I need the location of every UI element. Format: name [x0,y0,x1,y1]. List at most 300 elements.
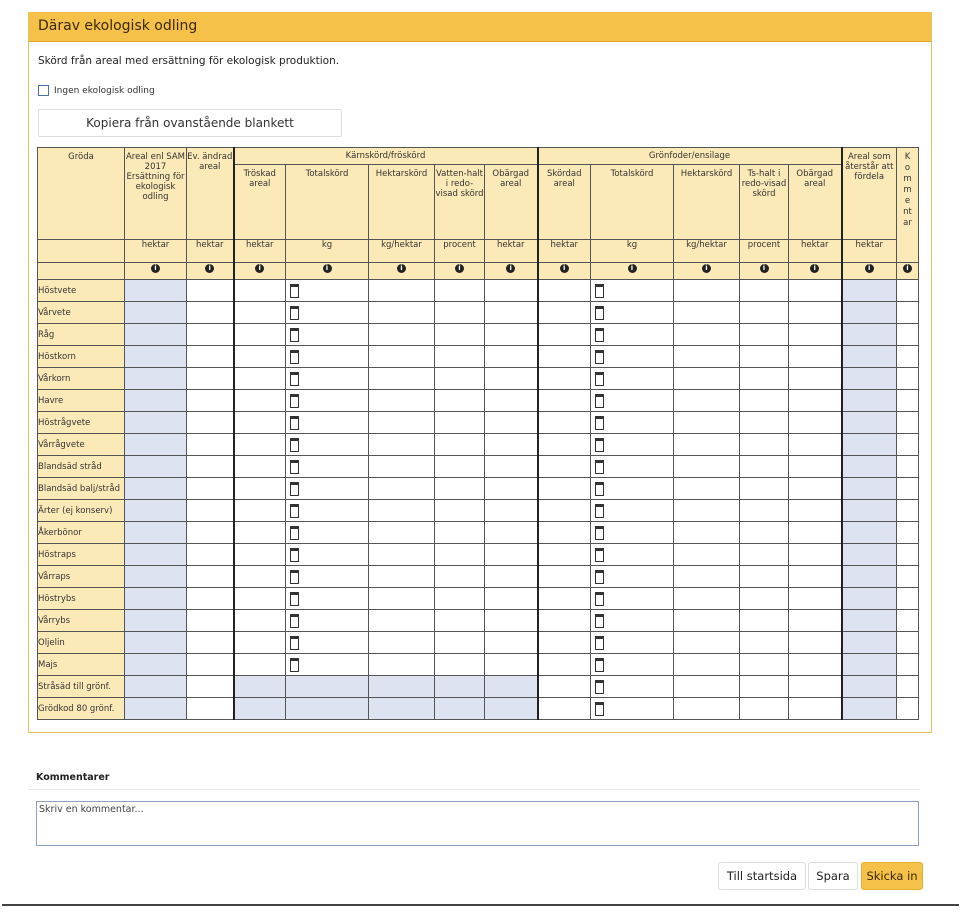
input-cell[interactable] [369,346,435,368]
input-cell[interactable] [234,500,286,522]
input-cell[interactable] [435,588,485,610]
input-cell[interactable] [538,654,591,676]
calculator-icon[interactable] [595,548,604,562]
input-cell[interactable] [485,522,538,544]
input-cell[interactable] [897,588,919,610]
calculator-icon[interactable] [290,306,299,320]
input-cell[interactable] [789,698,842,720]
input-cell[interactable] [187,610,234,632]
input-cell[interactable] [591,280,674,302]
input-cell[interactable] [674,390,740,412]
info-icon[interactable]: i [760,264,769,273]
input-cell[interactable] [187,676,234,698]
input-cell[interactable] [897,302,919,324]
input-cell[interactable] [789,500,842,522]
input-cell[interactable] [789,434,842,456]
calculator-icon[interactable] [290,614,299,628]
input-cell[interactable] [187,632,234,654]
calculator-icon[interactable] [595,284,604,298]
input-cell[interactable] [234,390,286,412]
input-cell[interactable] [369,478,435,500]
calculator-icon[interactable] [290,482,299,496]
input-cell[interactable] [286,302,369,324]
input-cell[interactable] [234,522,286,544]
calculator-icon[interactable] [595,526,604,540]
input-cell[interactable] [789,632,842,654]
locked-cell [842,698,897,720]
input-cell[interactable] [187,478,234,500]
calculator-icon[interactable] [290,658,299,672]
input-cell[interactable] [740,368,789,390]
input-cell[interactable] [897,566,919,588]
input-cell[interactable] [591,478,674,500]
info-icon[interactable]: i [255,264,264,273]
input-cell[interactable] [187,280,234,302]
input-cell[interactable] [591,566,674,588]
input-cell[interactable] [740,302,789,324]
info-icon[interactable]: i [810,264,819,273]
input-cell[interactable] [789,390,842,412]
input-cell[interactable] [485,478,538,500]
info-icon[interactable]: i [560,264,569,273]
info-icon[interactable]: i [323,264,332,273]
col-kommentar: Kommentar [897,148,919,263]
input-cell[interactable] [435,412,485,434]
input-cell[interactable] [591,610,674,632]
calculator-icon[interactable] [595,482,604,496]
input-cell[interactable] [286,280,369,302]
calculator-icon[interactable] [595,504,604,518]
input-cell[interactable] [234,632,286,654]
input-cell[interactable] [538,588,591,610]
input-cell[interactable] [369,588,435,610]
info-icon[interactable]: i [151,264,160,273]
input-cell[interactable] [234,544,286,566]
input-cell[interactable] [187,654,234,676]
input-cell[interactable] [591,676,674,698]
input-cell[interactable] [674,434,740,456]
input-cell[interactable] [435,434,485,456]
input-cell[interactable] [674,632,740,654]
input-cell[interactable] [674,302,740,324]
input-cell[interactable] [897,478,919,500]
input-cell[interactable] [369,610,435,632]
input-cell[interactable] [234,456,286,478]
input-cell[interactable] [897,676,919,698]
input-cell[interactable] [789,478,842,500]
no-ecological-row[interactable] [38,85,155,96]
input-cell[interactable] [674,412,740,434]
input-cell[interactable] [187,566,234,588]
input-cell[interactable] [897,346,919,368]
input-cell[interactable] [897,456,919,478]
calculator-icon[interactable] [595,350,604,364]
input-cell[interactable] [674,368,740,390]
calculator-icon[interactable] [290,438,299,452]
input-cell[interactable] [789,676,842,698]
input-cell[interactable] [538,500,591,522]
input-cell[interactable] [369,566,435,588]
input-cell[interactable] [435,302,485,324]
input-cell[interactable] [674,522,740,544]
input-cell[interactable] [369,456,435,478]
input-cell[interactable] [591,632,674,654]
input-cell[interactable] [485,588,538,610]
input-cell[interactable] [897,434,919,456]
calculator-icon[interactable] [290,350,299,364]
info-icon[interactable]: i [903,264,912,273]
input-cell[interactable] [591,456,674,478]
calculator-icon[interactable] [290,460,299,474]
input-cell[interactable] [234,302,286,324]
input-cell[interactable] [435,566,485,588]
calculator-icon[interactable] [290,394,299,408]
input-cell[interactable] [234,610,286,632]
input-cell[interactable] [286,544,369,566]
input-cell[interactable] [286,588,369,610]
info-icon[interactable]: i [455,264,464,273]
input-cell[interactable] [187,434,234,456]
input-cell[interactable] [234,588,286,610]
input-cell[interactable] [435,654,485,676]
input-cell[interactable] [897,368,919,390]
input-cell[interactable] [234,478,286,500]
input-cell[interactable] [674,610,740,632]
input-cell[interactable] [234,412,286,434]
input-cell[interactable] [369,522,435,544]
input-cell[interactable] [674,456,740,478]
calculator-icon[interactable] [595,372,604,386]
input-cell[interactable] [538,324,591,346]
input-cell[interactable] [485,346,538,368]
input-cell[interactable] [740,544,789,566]
calculator-icon[interactable] [290,284,299,298]
input-cell[interactable] [485,500,538,522]
input-cell[interactable] [789,522,842,544]
input-cell[interactable] [740,632,789,654]
input-cell[interactable] [789,302,842,324]
input-cell[interactable] [485,368,538,390]
input-cell[interactable] [789,456,842,478]
input-cell[interactable] [538,456,591,478]
input-cell[interactable] [485,280,538,302]
input-cell[interactable] [789,280,842,302]
comment-textarea[interactable]: Skriv en kommentar... [36,801,919,846]
input-cell[interactable] [485,544,538,566]
input-cell[interactable] [897,324,919,346]
save-button[interactable]: Spara [808,862,858,890]
input-cell[interactable] [538,346,591,368]
submit-button[interactable]: Skicka in [861,862,923,890]
input-cell[interactable] [369,544,435,566]
info-icon[interactable]: i [397,264,406,273]
input-cell[interactable] [369,654,435,676]
input-cell[interactable] [187,588,234,610]
input-cell[interactable] [897,654,919,676]
input-cell[interactable] [435,500,485,522]
input-cell[interactable] [538,566,591,588]
input-cell[interactable] [591,324,674,346]
input-cell[interactable] [591,654,674,676]
input-cell[interactable] [286,412,369,434]
input-cell[interactable] [286,456,369,478]
input-cell[interactable] [538,478,591,500]
locked-cell [125,522,187,544]
calculator-icon[interactable] [595,702,604,716]
calculator-icon[interactable] [290,328,299,342]
input-cell[interactable] [897,544,919,566]
input-cell[interactable] [234,324,286,346]
input-cell[interactable] [674,280,740,302]
calculator-icon[interactable] [595,658,604,672]
input-cell[interactable] [435,632,485,654]
input-cell[interactable] [740,390,789,412]
input-cell[interactable] [485,566,538,588]
input-cell[interactable] [286,478,369,500]
input-cell[interactable] [187,390,234,412]
input-cell[interactable] [740,478,789,500]
input-cell[interactable] [435,368,485,390]
no-ecological-checkbox[interactable] [38,85,49,96]
calculator-icon[interactable] [290,570,299,584]
input-cell[interactable] [369,368,435,390]
input-cell[interactable] [369,434,435,456]
input-cell[interactable] [538,368,591,390]
input-cell[interactable] [485,390,538,412]
input-cell[interactable] [897,280,919,302]
input-cell[interactable] [538,434,591,456]
calculator-icon[interactable] [595,416,604,430]
input-cell[interactable] [897,698,919,720]
input-cell[interactable] [789,610,842,632]
input-cell[interactable] [591,588,674,610]
input-cell[interactable] [538,280,591,302]
calculator-icon[interactable] [595,460,604,474]
input-cell[interactable] [591,698,674,720]
input-cell[interactable] [740,434,789,456]
input-cell[interactable] [485,456,538,478]
input-cell[interactable] [674,654,740,676]
input-cell[interactable] [591,412,674,434]
calculator-icon[interactable] [595,570,604,584]
input-cell[interactable] [187,500,234,522]
input-cell[interactable] [789,654,842,676]
input-cell[interactable] [591,500,674,522]
input-cell[interactable] [234,368,286,390]
input-cell[interactable] [369,280,435,302]
calculator-icon[interactable] [290,526,299,540]
input-cell[interactable] [286,500,369,522]
input-cell[interactable] [485,324,538,346]
input-cell[interactable] [187,544,234,566]
input-cell[interactable] [740,566,789,588]
info-icon[interactable]: i [702,264,711,273]
input-cell[interactable] [286,434,369,456]
input-cell[interactable] [538,302,591,324]
input-cell[interactable] [674,566,740,588]
crop-label: Höstraps [38,544,125,566]
input-cell[interactable] [538,632,591,654]
input-cell[interactable] [538,698,591,720]
input-cell[interactable] [187,456,234,478]
input-cell[interactable] [369,324,435,346]
input-cell[interactable] [187,324,234,346]
input-cell[interactable] [435,346,485,368]
input-cell[interactable] [286,632,369,654]
calculator-icon[interactable] [290,372,299,386]
input-cell[interactable] [435,610,485,632]
input-cell[interactable] [789,544,842,566]
input-cell[interactable] [435,478,485,500]
input-cell[interactable] [286,654,369,676]
start-page-button[interactable]: Till startsida [718,862,806,890]
input-cell[interactable] [674,346,740,368]
calculator-icon[interactable] [595,680,604,694]
input-cell[interactable] [674,544,740,566]
input-cell[interactable] [591,544,674,566]
locked-cell [842,302,897,324]
input-cell[interactable] [740,324,789,346]
input-cell[interactable] [740,456,789,478]
info-icon[interactable]: i [205,264,214,273]
input-cell[interactable] [740,588,789,610]
input-cell[interactable] [369,632,435,654]
calculator-icon[interactable] [595,328,604,342]
input-cell[interactable] [187,522,234,544]
calculator-icon[interactable] [290,416,299,430]
input-cell[interactable] [674,588,740,610]
input-cell[interactable] [187,368,234,390]
input-cell[interactable] [234,280,286,302]
input-cell[interactable] [740,654,789,676]
info-cell [38,263,125,280]
input-cell[interactable] [897,412,919,434]
input-cell[interactable] [234,654,286,676]
input-cell[interactable] [234,346,286,368]
input-cell[interactable] [286,610,369,632]
input-cell[interactable] [740,500,789,522]
input-cell[interactable] [286,566,369,588]
input-cell[interactable] [591,368,674,390]
info-icon[interactable]: i [506,264,515,273]
copy-from-above-button[interactable]: Kopiera från ovanstående blankett [38,109,342,137]
input-cell[interactable] [234,566,286,588]
input-cell[interactable] [234,434,286,456]
input-cell[interactable] [485,632,538,654]
col-ev-andrad-areal: Ev. ändrad areal [187,148,234,240]
unit-empty [38,240,125,263]
input-cell[interactable] [740,280,789,302]
input-cell[interactable] [897,500,919,522]
input-cell[interactable] [369,412,435,434]
input-cell[interactable] [485,610,538,632]
input-cell[interactable] [485,434,538,456]
input-cell[interactable] [897,522,919,544]
input-cell[interactable] [897,390,919,412]
input-cell[interactable] [369,390,435,412]
info-icon[interactable]: i [628,264,637,273]
input-cell[interactable] [286,368,369,390]
input-cell[interactable] [591,302,674,324]
input-cell[interactable] [789,566,842,588]
input-cell[interactable] [591,434,674,456]
input-cell[interactable] [538,522,591,544]
input-cell[interactable] [674,324,740,346]
input-cell[interactable] [187,302,234,324]
input-cell[interactable] [789,412,842,434]
input-cell[interactable] [740,522,789,544]
calculator-icon[interactable] [595,614,604,628]
input-cell[interactable] [591,346,674,368]
input-cell[interactable] [435,324,485,346]
calculator-icon[interactable] [290,592,299,606]
calculator-icon[interactable] [595,394,604,408]
calculator-icon[interactable] [595,438,604,452]
input-cell[interactable] [674,676,740,698]
input-cell[interactable] [286,522,369,544]
input-cell[interactable] [591,390,674,412]
input-cell[interactable] [538,544,591,566]
input-cell[interactable] [435,456,485,478]
comments-divider [28,789,920,790]
input-cell[interactable] [485,302,538,324]
input-cell[interactable] [789,588,842,610]
input-cell[interactable] [538,610,591,632]
input-cell[interactable] [435,544,485,566]
calculator-icon[interactable] [290,636,299,650]
input-cell[interactable] [789,346,842,368]
input-cell[interactable] [740,610,789,632]
input-cell[interactable] [538,412,591,434]
calculator-icon[interactable] [595,306,604,320]
input-cell[interactable] [789,324,842,346]
input-cell[interactable] [286,324,369,346]
input-cell[interactable] [187,698,234,720]
input-cell[interactable] [369,500,435,522]
input-cell[interactable] [485,654,538,676]
input-cell[interactable] [674,698,740,720]
input-cell[interactable] [286,390,369,412]
input-cell[interactable] [897,632,919,654]
input-cell[interactable] [369,302,435,324]
input-cell[interactable] [897,610,919,632]
input-cell[interactable] [740,346,789,368]
input-cell[interactable] [740,698,789,720]
calculator-icon[interactable] [595,636,604,650]
input-cell[interactable] [286,346,369,368]
input-cell[interactable] [740,412,789,434]
col-tshalt: Ts-halt i redo-visad skörd [740,165,789,240]
calculator-icon[interactable] [595,592,604,606]
input-cell[interactable] [674,500,740,522]
input-cell[interactable] [538,390,591,412]
input-cell[interactable] [538,676,591,698]
input-cell[interactable] [187,412,234,434]
input-cell[interactable] [485,412,538,434]
locked-cell [842,500,897,522]
input-cell[interactable] [435,522,485,544]
input-cell[interactable] [740,676,789,698]
input-cell[interactable] [674,478,740,500]
input-cell[interactable] [789,368,842,390]
calculator-icon[interactable] [290,548,299,562]
input-cell[interactable] [591,522,674,544]
input-cell[interactable] [435,390,485,412]
calculator-icon[interactable] [290,504,299,518]
info-icon[interactable]: i [865,264,874,273]
input-cell[interactable] [435,280,485,302]
input-cell[interactable] [187,346,234,368]
